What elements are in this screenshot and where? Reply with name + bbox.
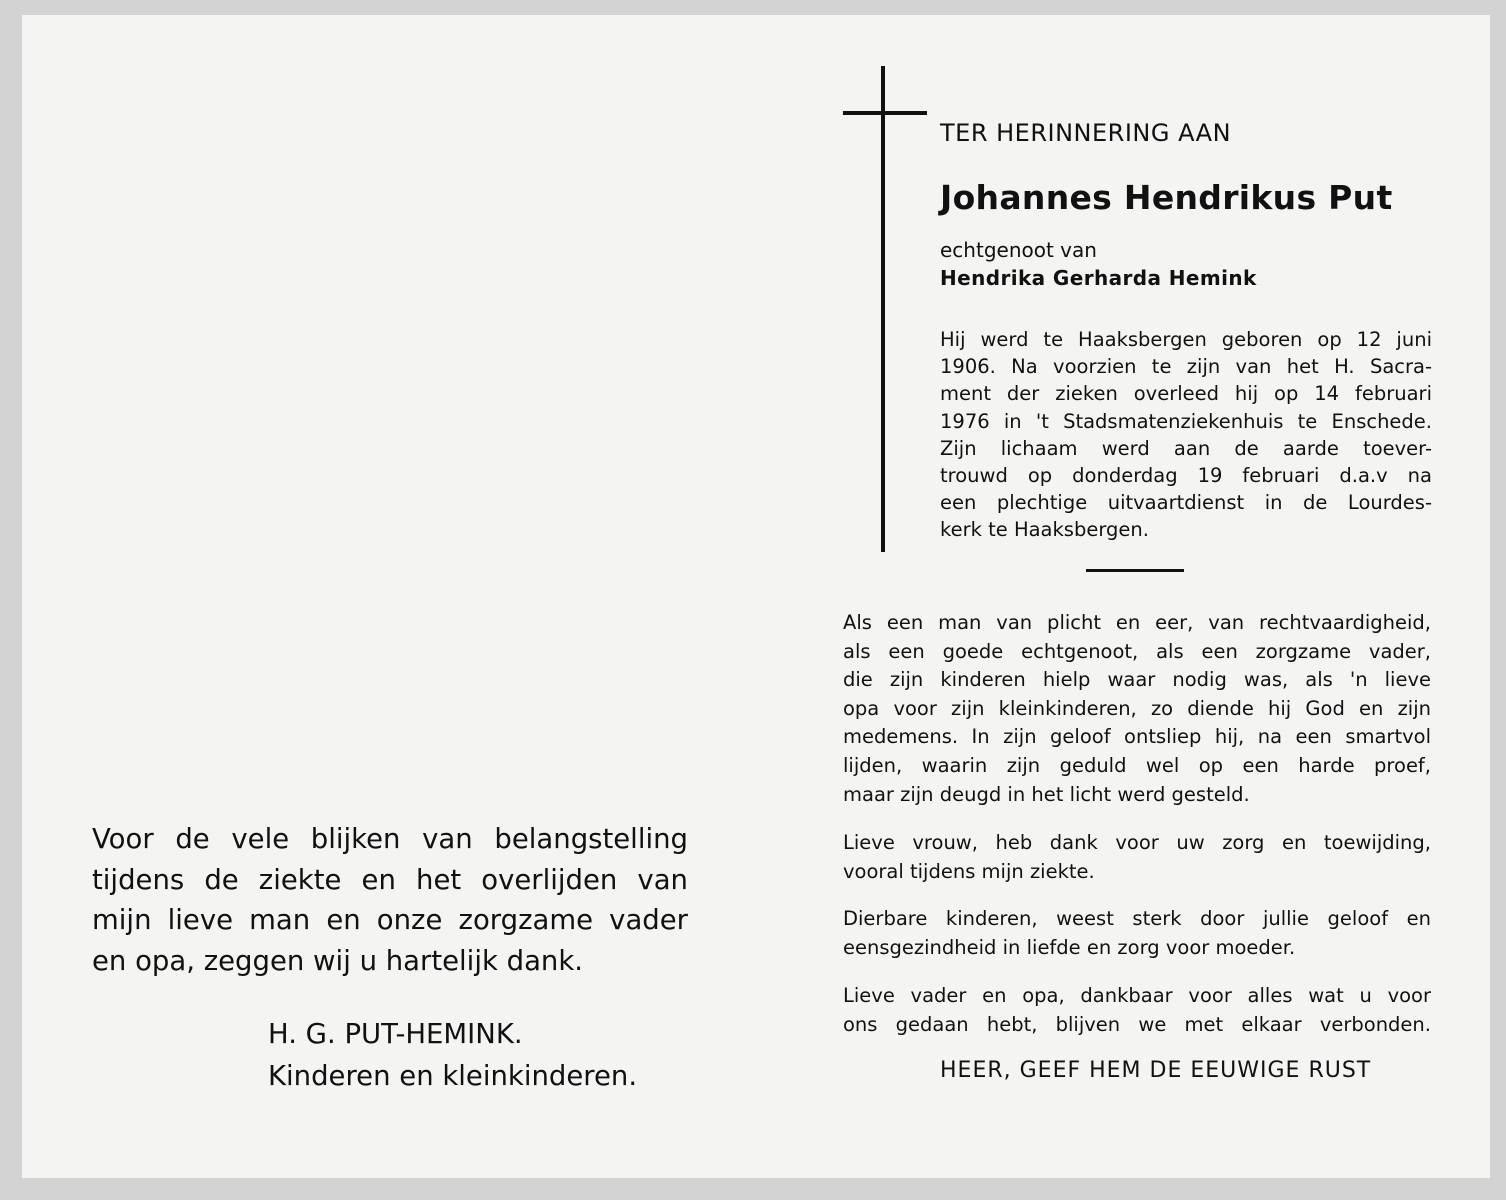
bio-line: Hij werd te Haaksbergen geboren op 12 juni	[940, 328, 1432, 351]
bio-line: een plechtige uitvaartdienst in de Lourdes-	[940, 491, 1432, 515]
tribute-line: vooral tijdens mijn ziekte.	[843, 859, 1095, 883]
tribute-line: Lieve vrouw, heb dank voor uw zorg en toewijding,	[843, 831, 1431, 854]
thanks-text	[92, 819, 688, 982]
tribute-line: lijden, waarin zijn geduld wel op een harde proef,	[843, 753, 1431, 777]
heading: TER HERINNERING AAN	[940, 119, 1232, 147]
tribute-line: Lieve vader en opa, dankbaar voor alles wat u voor	[843, 984, 1431, 1007]
spouse-name: Hendrika Gerharda Hemink	[940, 266, 1257, 290]
signature-line: H. G. PUT-HEMINK.	[268, 1018, 523, 1050]
tribute-line: medemens. In zijn geloof ontsliep hij, na een smartvol	[843, 725, 1431, 749]
bio-line: Zijn lichaam werd aan de aarde toever-	[940, 436, 1432, 460]
spouse-label: echtgenoot van	[940, 238, 1097, 262]
thanks-line: mijn lieve man en onze zorgzame vader	[92, 904, 688, 937]
tribute-paragraph	[843, 982, 1431, 1039]
tribute-paragraph	[843, 609, 1431, 809]
bio-line: ment der zieken overleed hij op 14 februari	[940, 382, 1432, 406]
bio-line: 1976 in 't Stadsmatenziekenhuis te Enschede.	[940, 409, 1432, 433]
signature	[268, 1013, 637, 1097]
cross-icon	[881, 66, 885, 552]
tribute-line: Dierbare kinderen, weest sterk door jullie geloof en	[843, 907, 1431, 930]
biography	[940, 326, 1432, 544]
tribute-line: Als een man van plicht en eer, van rechtvaardigheid,	[843, 611, 1431, 634]
tribute-line: opa voor zijn kleinkinderen, zo diende hij God en zijn	[843, 696, 1431, 720]
cross-icon-bar	[843, 111, 927, 115]
deceased-name: Johannes Hendrikus Put	[940, 178, 1393, 217]
tribute-line: als een goede echtgenoot, als een zorgzame vader,	[843, 639, 1431, 663]
tribute-line: eensgezindheid in liefde en zorg voor moeder.	[843, 935, 1296, 959]
signature-line: Kinderen en kleinkinderen.	[268, 1060, 638, 1092]
thanks-line: Voor de vele blijken van belangstelling	[92, 823, 688, 855]
tribute-paragraph	[843, 905, 1431, 962]
closing-prayer: HEER, GEEF HEM DE EEUWIGE RUST	[940, 1058, 1372, 1083]
tribute-line: maar zijn deugd in het licht werd gesteld.	[843, 782, 1250, 806]
tribute-paragraph	[843, 829, 1431, 886]
tribute-line: die zijn kinderen hielp waar nodig was, als 'n lieve	[843, 668, 1431, 692]
bio-line: kerk te Haaksbergen.	[940, 518, 1149, 542]
thanks-line: tijdens de ziekte en het overlijden van	[92, 863, 688, 896]
bio-line: 1906. Na voorzien te zijn van het H. Sacra-	[940, 355, 1432, 379]
thanks-line: en opa, zeggen wij u hartelijk dank.	[92, 945, 584, 978]
bio-line: trouwd op donderdag 19 februari d.a.v na	[940, 464, 1432, 488]
divider	[1086, 569, 1184, 572]
tribute-line: ons gedaan hebt, blijven we met elkaar verbonden.	[843, 1012, 1431, 1036]
